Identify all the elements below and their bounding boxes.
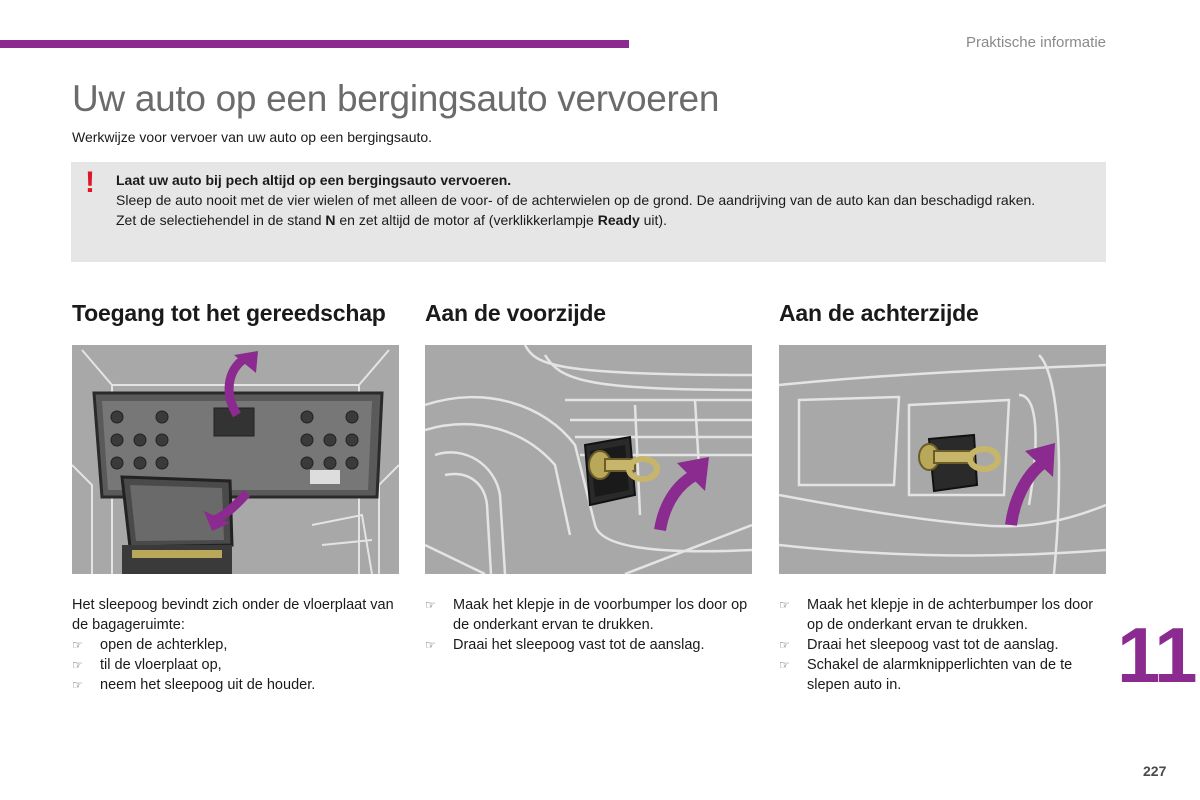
warning-line-2: [116, 210, 1084, 230]
section-front: [425, 300, 752, 653]
list-item: [779, 635, 1106, 655]
pointing-hand-icon: ☞: [72, 638, 83, 652]
page-subtitle: Werkwijze voor vervoer van uw auto op een bergingsauto.: [72, 129, 433, 145]
page-title: Uw auto op een bergingsauto vervoeren: [72, 78, 720, 119]
front-bumper-illustration: [425, 345, 752, 574]
warning-line-2-part: Zet de selectiehendel in de stand: [116, 212, 326, 228]
warning-ready-label: Ready: [597, 212, 640, 228]
warning-box: [71, 162, 1106, 262]
list-item: [779, 655, 1106, 695]
section-heading: Aan de achterzijde: [779, 300, 979, 326]
page-number: 227: [1143, 763, 1167, 779]
warning-text: [116, 170, 1084, 230]
section-tool-access: [72, 300, 399, 693]
section-intro: Het sleepoog bevindt zich onder de vloerplaat van de bagageruimte:: [72, 597, 394, 633]
list-item-text: Maak het klepje in de voorbumper los door op de onderkant ervan te drukken.: [453, 597, 748, 633]
list-item: [425, 635, 752, 655]
pointing-hand-icon: ☞: [72, 658, 83, 672]
accent-bar: [0, 40, 629, 48]
list-item-text: til de vloerplaat op,: [100, 657, 222, 673]
section-header: Praktische informatie: [965, 34, 1106, 51]
list-item: [72, 675, 399, 695]
list-item-text: neem het sleepoog uit de houder.: [100, 677, 316, 693]
list-item-text: Draai het sleepoog vast tot de aanslag.: [453, 637, 705, 653]
section-body: [779, 595, 1106, 695]
pointing-hand-icon: ☞: [72, 678, 83, 692]
section-heading: Toegang tot het gereedschap: [72, 300, 386, 326]
list-item-text: Maak het klepje in de achterbumper los door op de onderkant ervan te drukken.: [807, 597, 1094, 633]
warning-gear-n: N: [325, 212, 336, 228]
list-item: [72, 635, 399, 655]
pointing-hand-icon: ☞: [779, 598, 790, 612]
section-heading: Aan de voorzijde: [425, 300, 606, 326]
list-item: [425, 595, 752, 635]
pointing-hand-icon: ☞: [779, 638, 790, 652]
exclamation-icon: !: [85, 166, 95, 199]
list-item-text: Schakel de alarmknipperlichten van de te slepen auto in.: [807, 657, 1073, 693]
pointing-hand-icon: ☞: [425, 638, 436, 652]
list-item: [779, 595, 1106, 635]
section-body: [425, 595, 752, 655]
section-body: [72, 595, 399, 695]
pointing-hand-icon: ☞: [779, 658, 790, 672]
rear-bumper-illustration: [779, 345, 1106, 574]
list-item-text: Draai het sleepoog vast tot de aanslag.: [807, 637, 1059, 653]
warning-heading: Laat uw auto bij pech altijd op een bergingsauto vervoeren.: [116, 172, 512, 188]
list-item-text: open de achterklep,: [100, 637, 228, 653]
warning-line-2-part: en zet altijd de motor af (verklikkerlampje: [335, 212, 598, 228]
pointing-hand-icon: ☞: [425, 598, 436, 612]
warning-line-2-part: uit).: [639, 212, 667, 228]
section-rear: [779, 300, 1106, 693]
list-item: [72, 655, 399, 675]
chapter-number: 11: [1117, 611, 1196, 699]
warning-line-1: Sleep de auto nooit met de vier wielen of met alleen de voor- of de achterwielen op de grond. De aandrijving van de auto kan dan beschadigd raken.: [116, 192, 1036, 208]
trunk-floor-illustration: [72, 345, 399, 574]
